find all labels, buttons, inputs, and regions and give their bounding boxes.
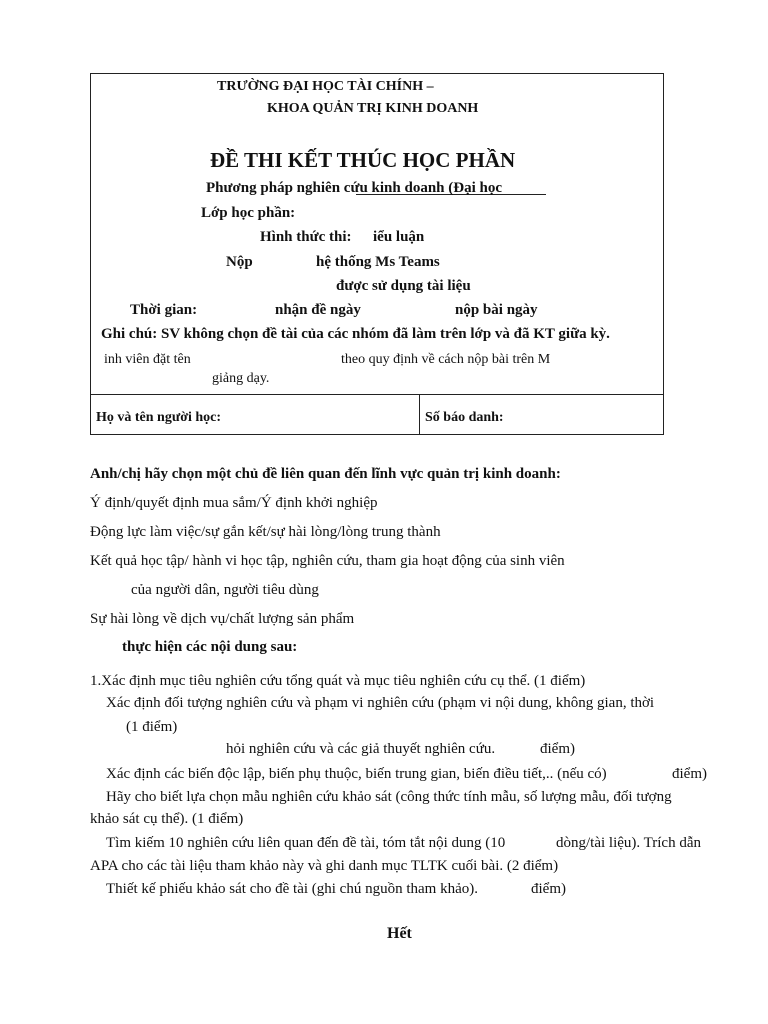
task-line: điểm) <box>672 766 707 782</box>
student-id-label: Số báo danh: <box>425 410 504 425</box>
exam-title: ĐỀ THI KẾT THÚC HỌC PHẦN <box>210 148 516 172</box>
time-submit: nộp bài ngày <box>455 302 538 318</box>
topic-item: Động lực làm việc/sự gắn kết/sự hài lòng/lòng trung thành <box>90 524 441 540</box>
task-line: Xác định đối tượng nghiên cứu và phạm vi nghiên cứu (phạm vi nội dung, không gian, thời <box>106 695 655 711</box>
format-label: Hình thức thi: <box>260 229 352 245</box>
topic-item: Sự hài lòng về dịch vụ/chất lượng sản phẩm <box>90 611 355 627</box>
class-label: Lớp học phần: <box>201 205 296 221</box>
format-value: iểu luận <box>373 229 425 245</box>
task-line: dòng/tài liệu). Trích dẫn <box>556 835 701 851</box>
end-marker: Hết <box>387 925 412 942</box>
topic-item: Ý định/quyết định mua sắm/Ý định khởi nghiệp <box>90 495 378 511</box>
time-receive: nhận đề ngày <box>275 302 361 318</box>
task-line: 1.Xác định mục tiêu nghiên cứu tổng quát và mục tiêu nghiên cứu cụ thể. (1 điểm) <box>90 673 586 689</box>
topic-item: của người dân, người tiêu dùng <box>131 582 319 598</box>
materials-note: được sử dụng tài liệu <box>336 278 471 294</box>
school-name: TRƯỜNG ĐẠI HỌC TÀI CHÍNH – <box>217 79 434 94</box>
task-line: (1 điểm) <box>126 719 178 735</box>
task-line: khảo sát cụ thể). (1 điểm) <box>90 811 244 827</box>
task-line: APA cho các tài liệu tham khảo này và ghi danh mục TLTK cuối bài. (2 điểm) <box>90 858 559 874</box>
faculty-name: KHOA QUẢN TRỊ KINH DOANH <box>267 101 479 116</box>
task-line: Hãy cho biết lựa chọn mẫu nghiên cứu khảo sát (công thức tính mẫu, số lượng mẫu, đối tượng <box>106 789 672 805</box>
task-line: điểm) <box>540 741 575 757</box>
topic-item: Kết quả học tập/ hành vi học tập, nghiên cứu, tham gia hoạt động của sinh viên <box>90 553 565 569</box>
box-divider-vertical <box>419 394 420 434</box>
naming-right: theo quy định về cách nộp bài trên M <box>341 352 551 367</box>
task-line: Thiết kế phiếu khảo sát cho đề tài (ghi chú nguồn tham khảo). <box>106 881 478 897</box>
topic-prompt: Anh/chị hãy chọn một chủ đề liên quan đến lĩnh vực quản trị kinh doanh: <box>90 466 561 482</box>
submit-label: Nộp <box>226 254 253 270</box>
naming-left: inh viên đặt tên <box>104 352 191 367</box>
tasks-prompt: thực hiện các nội dung sau: <box>122 639 298 655</box>
task-line: điểm) <box>531 881 566 897</box>
student-name-label: Họ và tên người học: <box>96 410 222 425</box>
task-line: hỏi nghiên cứu và các giả thuyết nghiên cứu. <box>226 741 496 757</box>
course-name: Phương pháp nghiên cứu kinh doanh (Đại học <box>206 180 503 196</box>
submit-value: hệ thống Ms Teams <box>316 254 440 270</box>
naming-continuation: giảng dạy. <box>212 371 270 386</box>
exam-note: Ghi chú: SV không chọn đề tài của các nhóm đã làm trên lớp và đã KT giữa kỳ. <box>101 326 610 342</box>
box-divider-horizontal <box>91 394 663 395</box>
task-line: Xác định các biến độc lập, biến phụ thuộc, biến trung gian, biến điều tiết,.. (nếu có) <box>106 766 607 782</box>
task-line: Tìm kiếm 10 nghiên cứu liên quan đến đề tài, tóm tắt nội dung (10 <box>106 835 506 851</box>
time-label: Thời gian: <box>130 302 198 318</box>
